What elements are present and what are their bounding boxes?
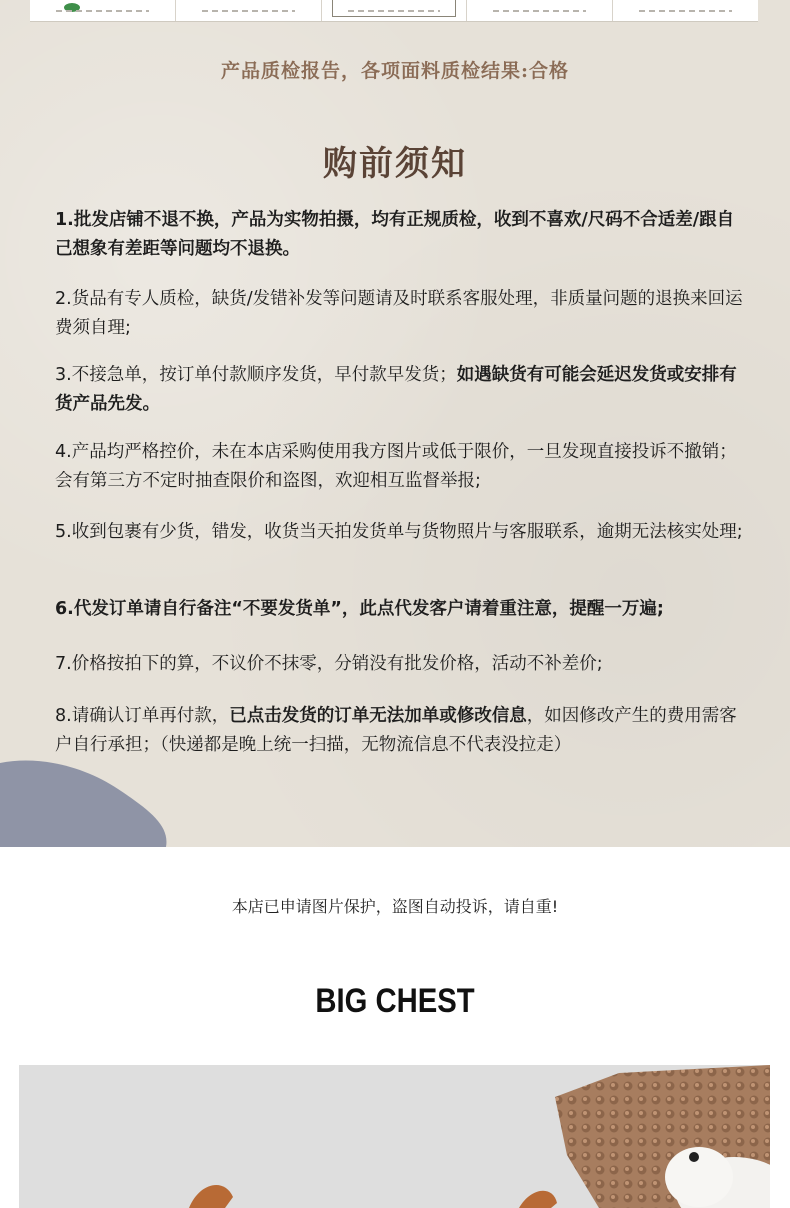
quality-certificates-strip (30, 0, 758, 22)
rule-2 (55, 285, 745, 343)
rule-1 (55, 206, 745, 264)
inspection-logo-icon (64, 3, 80, 12)
quality-report-caption: 产品质检报告，各项面料质检结果:合格 (220, 60, 569, 82)
certificate-page (467, 0, 613, 21)
rule-7-text: 7.价格按拍下的算，不议价不抹零，分销没有批发价格，活动不补差价; (55, 654, 603, 674)
rule-6 (55, 595, 745, 624)
rule-8-text-tail: ，如因修改产生的费用需客户自行承担；（快递都是晚上统一扫描，无物流信息不代表没拉走） (55, 706, 737, 755)
ceramic-bird-icon (665, 1147, 733, 1207)
rule-8 (55, 702, 745, 760)
rule-3 (55, 361, 745, 419)
rule-1-text: 1.批发店铺不退不换，产品为实物拍摄，均有正规质检，收到不喜欢/尺码不合适差/跟自己想象有差距等问题均不退换。 (55, 210, 735, 259)
product-heading: BIG CHEST (315, 982, 475, 1020)
product-photo (19, 1065, 770, 1208)
rule-5 (55, 518, 745, 547)
certificate-page (613, 0, 758, 21)
rule-6-text: 6.代发订单请自行备注“不要发货单”，此点代发客户请着重注意，提醒一万遍; (55, 599, 664, 619)
rule-7 (55, 650, 745, 679)
wave-decoration-icon (0, 755, 200, 847)
product-photo-scene (19, 1065, 770, 1208)
certificate-page (176, 0, 322, 21)
rule-8-text: 8.请确认订单再付款， (55, 706, 230, 726)
rule-4 (55, 438, 745, 496)
rule-3-emphasis: 如遇缺货有可能会延迟发货或安排有货产品先发。 (55, 365, 737, 414)
rule-2-text: 2.货品有专人质检，缺货/发错补发等问题请及时联系客服处理，非质量问题的退换来回运费须自理; (55, 289, 743, 338)
notice-title: 购前须知 (323, 144, 467, 184)
certificate-page (322, 0, 468, 21)
image-protection-notice: 本店已申请图片保护，盗图自动投诉，请自重! (231, 897, 559, 916)
rule-5-text: 5.收到包裹有少货，错发，收货当天拍发货单与货物照片与客服联系，逾期无法核实处理; (55, 522, 743, 542)
rule-8-emphasis: 已点击发货的订单无法加单或修改信息 (229, 706, 527, 726)
certificate-page (30, 0, 176, 21)
rule-3-text: 3.不接急单，按订单付款顺序发货，早付款早发货； (55, 365, 457, 385)
rule-4-text: 4.产品均严格控价，未在本店采购使用我方图片或低于限价，一旦发现直接投诉不撤销；会有第三方不定时抽查限价和盗图，欢迎相互监督举报; (55, 442, 737, 491)
